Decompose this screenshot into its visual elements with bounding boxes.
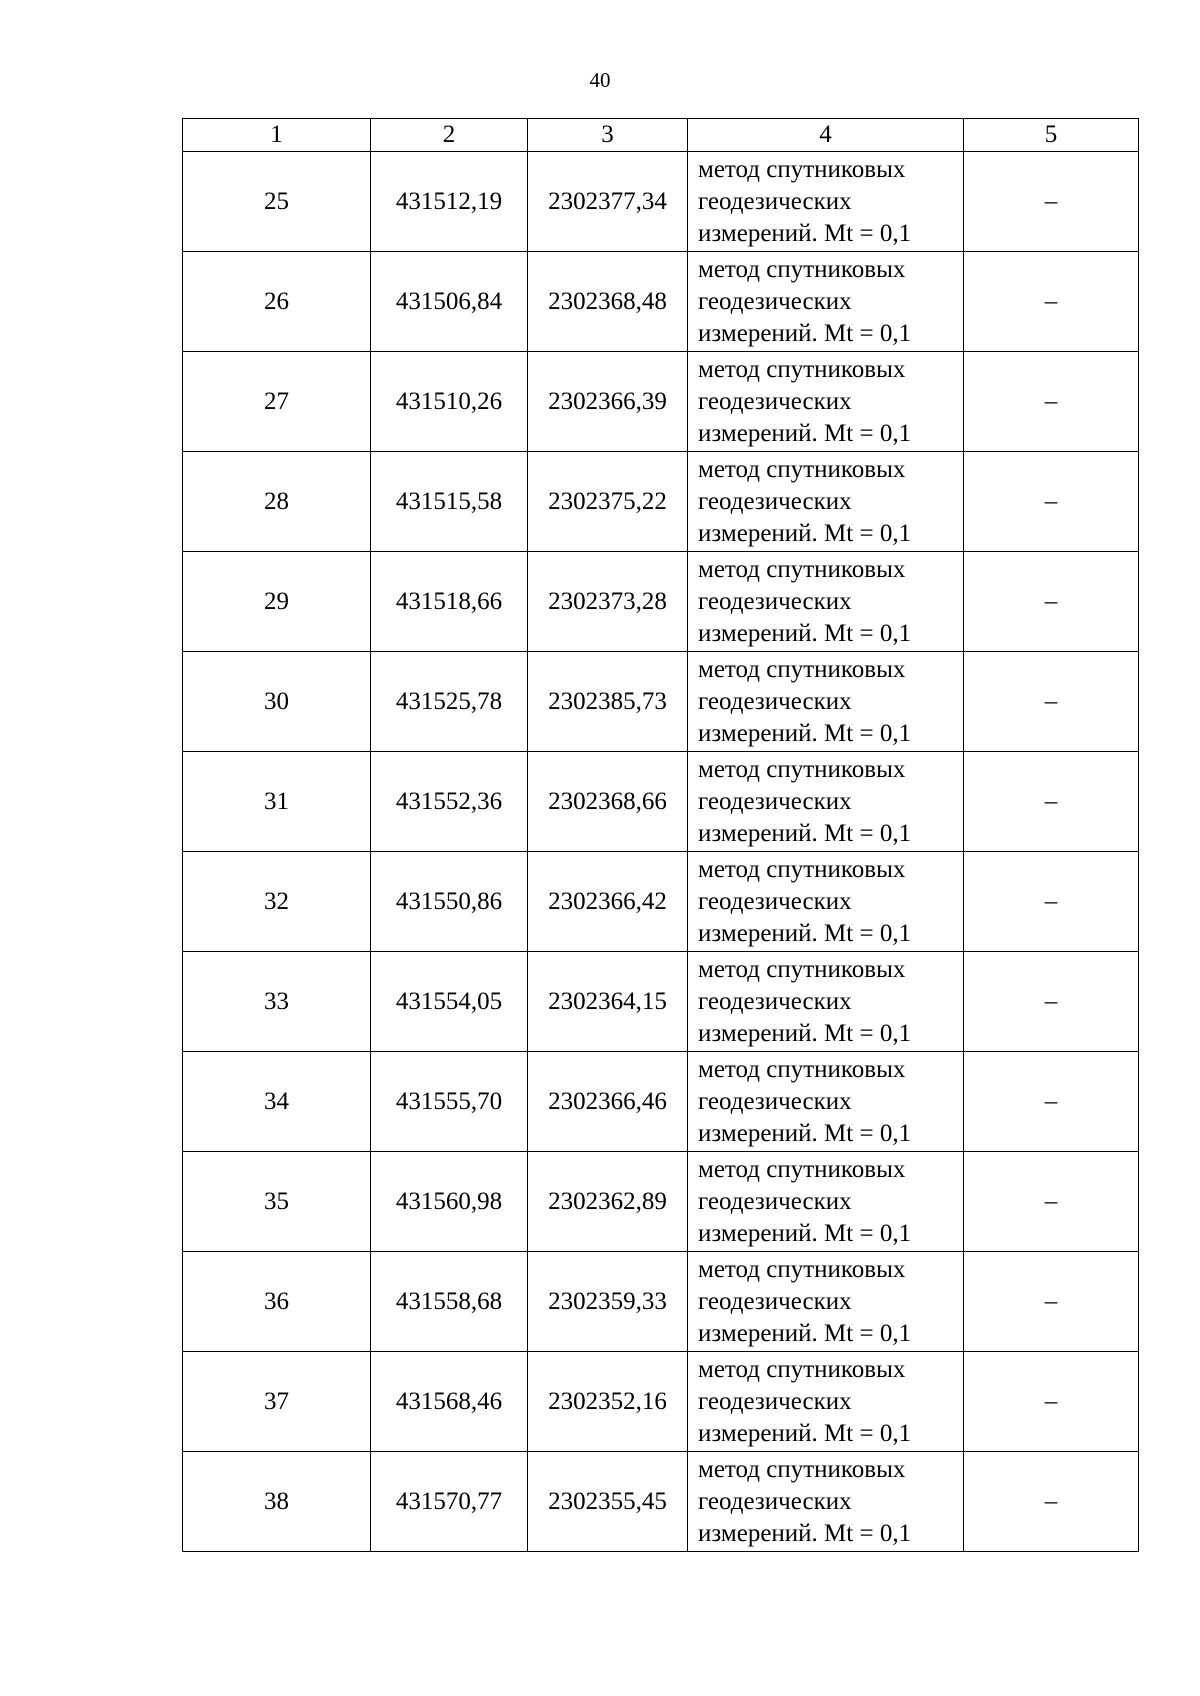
y-coordinate-cell: 2302352,16 — [528, 1352, 688, 1452]
method-line: измерений. Mt = 0,1 — [698, 619, 912, 647]
note-cell: – — [964, 152, 1139, 252]
method-line: геодезических — [698, 587, 852, 615]
x-coordinate-cell: 431555,70 — [371, 1052, 528, 1152]
x-coordinate-cell: 431512,19 — [371, 152, 528, 252]
x-coordinate-cell: 431568,46 — [371, 1352, 528, 1452]
method-cell — [688, 752, 964, 852]
method-line: измерений. Mt = 0,1 — [698, 319, 912, 347]
point-number-cell: 30 — [183, 652, 371, 752]
y-coordinate-cell: 2302375,22 — [528, 452, 688, 552]
y-coordinate-cell: 2302364,15 — [528, 952, 688, 1052]
y-coordinate-cell: 2302368,66 — [528, 752, 688, 852]
table-row — [183, 852, 1139, 952]
note-cell: – — [964, 452, 1139, 552]
method-cell — [688, 1452, 964, 1552]
method-line: метод спутниковых — [698, 1455, 906, 1483]
point-number-cell: 29 — [183, 552, 371, 652]
y-coordinate-cell: 2302355,45 — [528, 1452, 688, 1552]
method-cell — [688, 352, 964, 452]
method-line: геодезических — [698, 1187, 852, 1215]
method-line: измерений. Mt = 0,1 — [698, 519, 912, 547]
x-coordinate-cell: 431506,84 — [371, 252, 528, 352]
method-line: геодезических — [698, 1087, 852, 1115]
note-cell: – — [964, 952, 1139, 1052]
method-cell — [688, 1252, 964, 1352]
point-number-cell: 26 — [183, 252, 371, 352]
coordinates-table — [182, 118, 1139, 1552]
point-number-cell: 38 — [183, 1452, 371, 1552]
note-cell: – — [964, 1152, 1139, 1252]
x-coordinate-cell: 431570,77 — [371, 1452, 528, 1552]
method-cell — [688, 952, 964, 1052]
method-cell — [688, 452, 964, 552]
point-number-cell: 28 — [183, 452, 371, 552]
method-line: метод спутниковых — [698, 355, 906, 383]
method-line: метод спутниковых — [698, 555, 906, 583]
header-cell-col-5: 5 — [964, 119, 1139, 152]
method-cell — [688, 1352, 964, 1452]
table-row — [183, 452, 1139, 552]
x-coordinate-cell: 431525,78 — [371, 652, 528, 752]
point-number-cell: 25 — [183, 152, 371, 252]
point-number-cell: 35 — [183, 1152, 371, 1252]
x-coordinate-cell: 431518,66 — [371, 552, 528, 652]
table-row — [183, 1152, 1139, 1252]
note-cell: – — [964, 1352, 1139, 1452]
method-cell — [688, 252, 964, 352]
table-row — [183, 152, 1139, 252]
note-cell: – — [964, 852, 1139, 952]
method-line: измерений. Mt = 0,1 — [698, 419, 912, 447]
method-line: метод спутниковых — [698, 655, 906, 683]
point-number-cell: 31 — [183, 752, 371, 852]
point-number-cell: 37 — [183, 1352, 371, 1452]
method-line: геодезических — [698, 1287, 852, 1315]
method-line: геодезических — [698, 487, 852, 515]
point-number-cell: 36 — [183, 1252, 371, 1352]
x-coordinate-cell: 431510,26 — [371, 352, 528, 452]
method-line: измерений. Mt = 0,1 — [698, 1219, 912, 1247]
method-line: геодезических — [698, 787, 852, 815]
method-line: метод спутниковых — [698, 1355, 906, 1383]
header-cell-col-1: 1 — [183, 119, 371, 152]
table-row — [183, 952, 1139, 1052]
table-row — [183, 552, 1139, 652]
header-cell-col-2: 2 — [371, 119, 528, 152]
method-cell — [688, 1052, 964, 1152]
y-coordinate-cell: 2302359,33 — [528, 1252, 688, 1352]
method-line: геодезических — [698, 887, 852, 915]
table-row — [183, 1352, 1139, 1452]
point-number-cell: 27 — [183, 352, 371, 452]
method-line: измерений. Mt = 0,1 — [698, 919, 912, 947]
note-cell: – — [964, 1052, 1139, 1152]
y-coordinate-cell: 2302362,89 — [528, 1152, 688, 1252]
method-cell — [688, 152, 964, 252]
x-coordinate-cell: 431558,68 — [371, 1252, 528, 1352]
method-line: геодезических — [698, 1387, 852, 1415]
method-line: метод спутниковых — [698, 755, 906, 783]
header-cell-col-3: 3 — [528, 119, 688, 152]
y-coordinate-cell: 2302366,46 — [528, 1052, 688, 1152]
method-line: геодезических — [698, 387, 852, 415]
x-coordinate-cell: 431554,05 — [371, 952, 528, 1052]
table-row — [183, 1252, 1139, 1352]
x-coordinate-cell: 431560,98 — [371, 1152, 528, 1252]
method-cell — [688, 552, 964, 652]
method-line: метод спутниковых — [698, 155, 906, 183]
method-line: геодезических — [698, 287, 852, 315]
table-header-row — [183, 119, 1139, 152]
y-coordinate-cell: 2302385,73 — [528, 652, 688, 752]
point-number-cell: 32 — [183, 852, 371, 952]
method-cell — [688, 652, 964, 752]
point-number-cell: 34 — [183, 1052, 371, 1152]
table-row — [183, 752, 1139, 852]
x-coordinate-cell: 431515,58 — [371, 452, 528, 552]
y-coordinate-cell: 2302366,39 — [528, 352, 688, 452]
method-line: измерений. Mt = 0,1 — [698, 1419, 912, 1447]
method-line: геодезических — [698, 187, 852, 215]
page-number: 40 — [589, 68, 611, 92]
table-row — [183, 1452, 1139, 1552]
method-line: метод спутниковых — [698, 1255, 906, 1283]
table-row — [183, 352, 1139, 452]
table-row — [183, 1052, 1139, 1152]
method-line: метод спутниковых — [698, 455, 906, 483]
method-line: метод спутниковых — [698, 1055, 906, 1083]
note-cell: – — [964, 352, 1139, 452]
method-line: метод спутниковых — [698, 1155, 906, 1183]
method-line: геодезических — [698, 987, 852, 1015]
method-line: измерений. Mt = 0,1 — [698, 1519, 912, 1547]
method-line: метод спутниковых — [698, 255, 906, 283]
method-line: измерений. Mt = 0,1 — [698, 1319, 912, 1347]
method-cell — [688, 1152, 964, 1252]
point-number-cell: 33 — [183, 952, 371, 1052]
method-line: геодезических — [698, 687, 852, 715]
y-coordinate-cell: 2302368,48 — [528, 252, 688, 352]
method-cell — [688, 852, 964, 952]
x-coordinate-cell: 431550,86 — [371, 852, 528, 952]
y-coordinate-cell: 2302366,42 — [528, 852, 688, 952]
y-coordinate-cell: 2302377,34 — [528, 152, 688, 252]
header-cell-col-4: 4 — [688, 119, 964, 152]
table-row — [183, 252, 1139, 352]
note-cell: – — [964, 652, 1139, 752]
x-coordinate-cell: 431552,36 — [371, 752, 528, 852]
method-line: измерений. Mt = 0,1 — [698, 819, 912, 847]
method-line: геодезических — [698, 1487, 852, 1515]
method-line: измерений. Mt = 0,1 — [698, 1119, 912, 1147]
note-cell: – — [964, 1452, 1139, 1552]
method-line: измерений. Mt = 0,1 — [698, 219, 912, 247]
method-line: метод спутниковых — [698, 955, 906, 983]
note-cell: – — [964, 252, 1139, 352]
method-line: измерений. Mt = 0,1 — [698, 1019, 912, 1047]
method-line: метод спутниковых — [698, 855, 906, 883]
note-cell: – — [964, 1252, 1139, 1352]
table-row — [183, 652, 1139, 752]
note-cell: – — [964, 752, 1139, 852]
y-coordinate-cell: 2302373,28 — [528, 552, 688, 652]
method-line: измерений. Mt = 0,1 — [698, 719, 912, 747]
note-cell: – — [964, 552, 1139, 652]
